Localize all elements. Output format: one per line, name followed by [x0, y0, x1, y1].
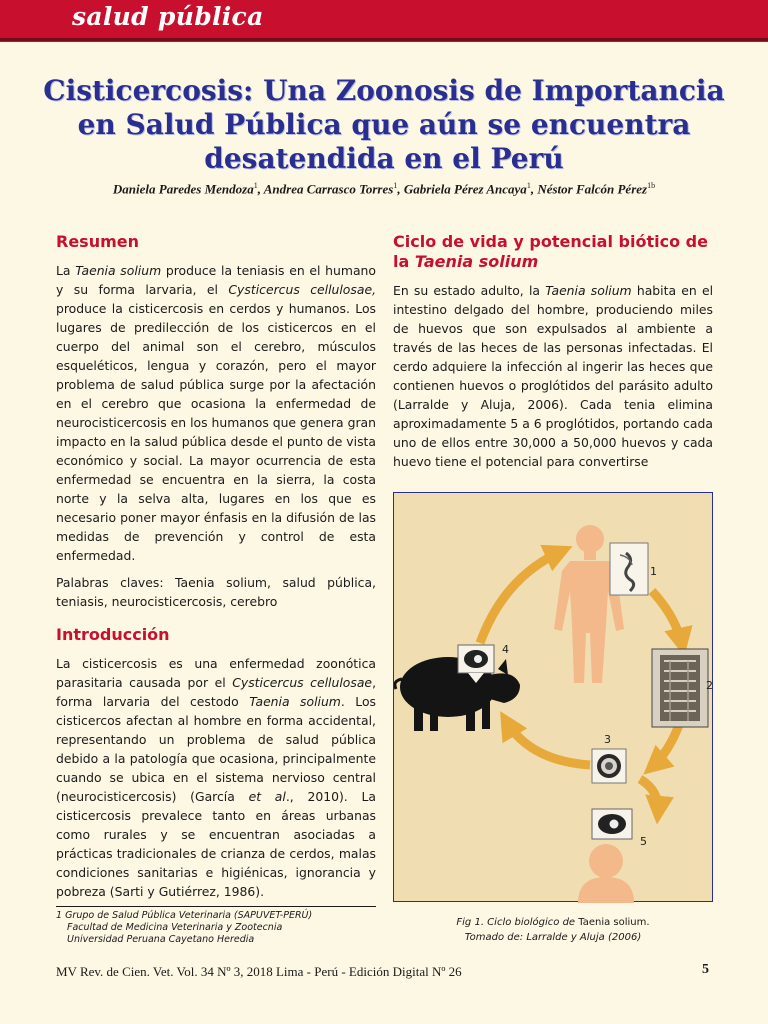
- left-column: [56, 232, 376, 901]
- section-name: salud pública: [72, 2, 264, 31]
- author-name: Andrea Carrasco Torres: [263, 181, 394, 197]
- tapeworm-segments-image: [652, 649, 708, 727]
- egg-image: [592, 749, 626, 783]
- footnote-line: Facultad de Medicina Veterinaria y Zootecnia: [67, 922, 283, 933]
- page-number: 5: [702, 962, 709, 977]
- author-name: Néstor Falcón Pérez: [537, 181, 648, 197]
- section-banner: [0, 0, 768, 42]
- life-cycle-figure: [393, 492, 713, 902]
- banner-underline: [0, 38, 768, 41]
- right-column: [393, 232, 713, 471]
- stage-label: 3: [604, 733, 611, 746]
- stage-label: 2: [706, 679, 713, 692]
- introduccion-paragraph: La cisticercosis es una enfermedad zoonótica parasitaria causada por el Cysticercus cellulosae, forma larvaria del cestodo Taenia solium. Los cisticercos afectan al hombre en forma accidental, representando un problema de salud pública debido a la patología que ocasiona, principalmente cuando se ubica en el sistema nervioso central (neurocisticercosis) (García et al., 2010). La cisticercosis prevalece tanto en áreas urbanas como rurales y se encuentran asociadas a prácticas tradicionales de crianza de cerdos, malas condiciones sanitarias e higiénicas, ignorancia y pobreza (Sarti y Gutiérrez, 1986).: [56, 656, 377, 899]
- stage-label: 1: [650, 565, 657, 578]
- ciclo-heading-species: Taenia solium: [414, 252, 539, 271]
- author-affiliation-mark: 1: [526, 181, 531, 190]
- resumen-heading: Resumen: [56, 232, 139, 251]
- author-affiliation-mark: 1: [253, 181, 258, 190]
- article-title: Cisticercosis: Una Zoonosis de Importancia en Salud Pública que aún se encuentra desatendida en el Perú: [43, 74, 725, 175]
- footnote: [56, 910, 376, 946]
- life-cycle-diagram: [394, 493, 714, 903]
- ingested-egg-image: [592, 809, 632, 839]
- proglottid-specimen-image: [610, 543, 648, 595]
- journal-citation: MV Rev. de Cien. Vet. Vol. 34 Nº 3, 2018 Lima - Perú - Edición Digital Nº 26: [56, 964, 462, 979]
- author-name: Gabriela Pérez Ancaya: [403, 181, 527, 197]
- resumen-paragraph: La Taenia solium produce la teniasis en el humano y su forma larvaria, el Cysticercus cellulosae, produce la cisticercosis en cerdos y humanos. Los lugares de predilección de los cisticercos en el cuerpo del animal son el cerebro, músculos esqueléticos, lengua y corazón, pero el mayor problema de salud pública surge por la afectación en el cerebro que ocasiona la enfermedad de neurocisticercosis en los humanos que genera gran impacto en la salud pública desde el punto de vista económico y social. La mayor ocurrencia de esta enfermedad se encuentra en la sierra, la costa norte y la selva alta, lugares en los que es necesario poner mayor énfasis en la difusión de las medidas de prevención y control de esta enfermedad.: [56, 263, 377, 563]
- caption-prefix: Fig 1. Ciclo biológico de: [456, 917, 579, 928]
- ciclo-heading: [393, 232, 713, 272]
- caption-source: Tomado de: Larralde y Aluja (2006): [464, 932, 642, 943]
- pig-figure: [395, 657, 520, 731]
- author-list: Daniela Paredes Mendoza$^1$, Andrea Carrasco Torres$^1$, Gabriela Pérez Ancaya$^1$, Néstor Falcón Pérez$^{1b}$: [112, 181, 656, 197]
- stage-label: 4: [502, 643, 509, 656]
- ciclo-heading-text: Ciclo de vida y potencial biótico de la: [393, 232, 708, 271]
- caption-suffix: .: [646, 917, 650, 928]
- footnote-rule: [56, 906, 376, 907]
- caption-line: [393, 915, 713, 930]
- author-affiliation-mark: 1b: [647, 181, 656, 190]
- author-affiliation-mark: 1: [393, 181, 398, 190]
- footnote-line: Universidad Peruana Cayetano Heredia: [67, 934, 255, 945]
- footnote-line: 1 Grupo de Salud Pública Veterinaria (SAPUVET-PERÚ): [56, 910, 313, 921]
- ciclo-paragraph: En su estado adulto, la Taenia solium habita en el intestino delgado del hombre, produciendo miles de huevos que son expulsados al ambiente a través de las heces de las personas infectadas. El cerdo adquiere la infección al ingerir las heces que contienen huevos o proglótidos del parásito adulto (Larralde y Aluja, 2006). Cada tenia elimina aproximadamente 5 a 6 proglótidos, portando cada uno de ellos entre 30,000 a 50,000 huevos y cada huevo tiene el potencial para convertirse: [393, 283, 714, 469]
- keywords-paragraph: Palabras claves: Taenia solium, salud pública, teniasis, neurocisticercosis, cerebro: [56, 575, 376, 609]
- caption-species: Taenia solium: [578, 917, 647, 928]
- stage-label: 5: [640, 835, 647, 848]
- author-name: Daniela Paredes Mendoza: [112, 181, 254, 197]
- introduccion-heading: Introducción: [56, 625, 170, 644]
- figure-caption: [393, 915, 713, 945]
- human-head-shoulders: [578, 844, 634, 903]
